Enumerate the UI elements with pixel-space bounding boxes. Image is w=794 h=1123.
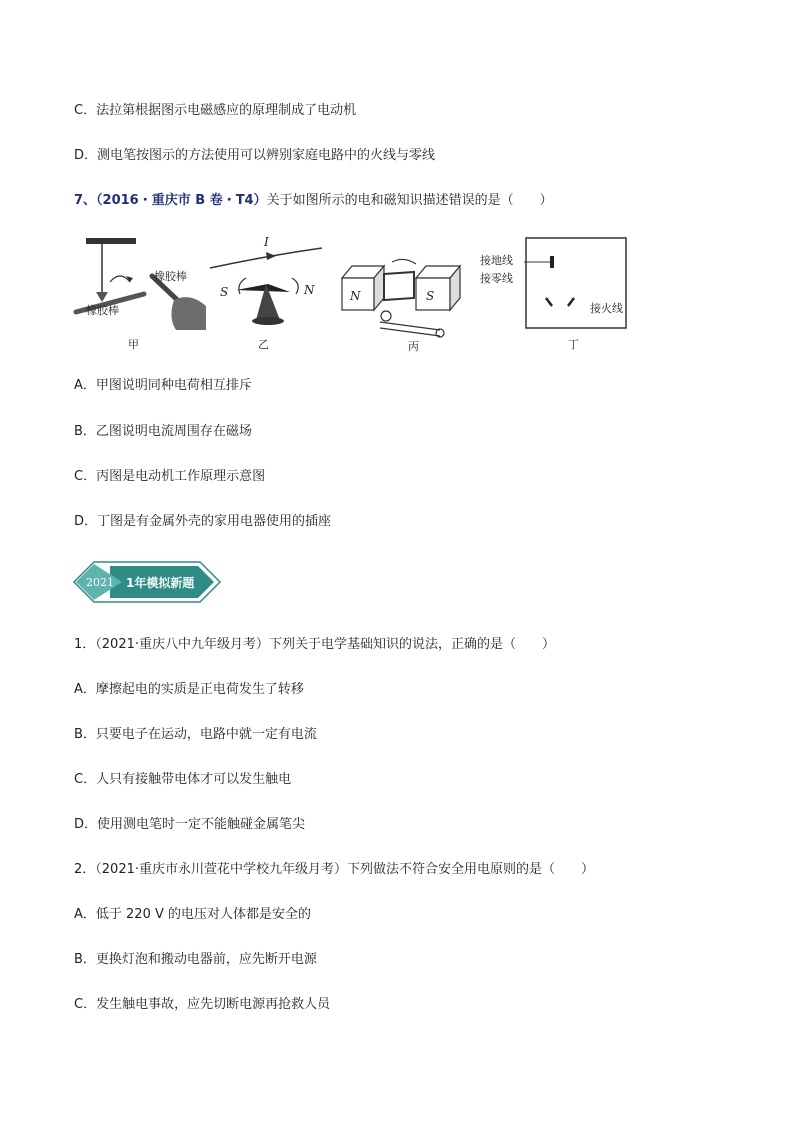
caption-ding: 丁 — [568, 338, 579, 351]
question-1-option-d: D．使用测电笔时一定不能触碰金属笔尖 — [74, 817, 306, 832]
label-pole-n: N — [304, 283, 315, 297]
figure-ding — [478, 236, 632, 332]
question-7-stem — [74, 192, 553, 210]
caption-jia: 甲 — [128, 338, 139, 351]
question-1-option-b: B．只要电子在运动，电路中就一定有电流 — [74, 727, 317, 742]
slip-ring — [381, 311, 391, 321]
banner-title: 1年模拟新题 — [126, 576, 195, 590]
current-wire — [210, 248, 322, 268]
label-rubber-rod-1: 橡胶棒 — [86, 304, 119, 317]
figure-jia — [72, 234, 212, 334]
caption-yi: 乙 — [258, 338, 269, 351]
question-7-option-c: C．丙图是电动机工作原理示意图 — [74, 469, 266, 484]
ground-hole — [550, 256, 554, 268]
label-live-wire: 接火线 — [590, 302, 623, 315]
deflection-arrow-right — [292, 278, 298, 294]
compass-needle — [236, 284, 290, 292]
coil — [384, 272, 414, 300]
label-pole-s: S — [220, 285, 229, 299]
section-banner — [72, 560, 232, 604]
figure-bing — [340, 258, 470, 340]
banner-year: 2021 — [86, 576, 114, 589]
label-current-i: I — [264, 235, 269, 249]
rotation-arrow — [392, 259, 416, 264]
question-7-text: 关于如图所示的电和磁知识描述错误的是（ ） — [266, 193, 553, 208]
label-ground-wire: 接地线 — [480, 254, 513, 267]
deflection-arrow-left — [239, 278, 246, 294]
label-magnet-s: S — [426, 289, 435, 303]
option-d-prev: D．测电笔按图示的方法使用可以辨别家庭电路中的火线与零线 — [74, 148, 436, 163]
label-magnet-n: N — [350, 289, 361, 303]
label-neutral-wire: 接零线 — [480, 272, 513, 285]
question-7-option-a: A．甲图说明同种电荷相互排斥 — [74, 378, 252, 393]
option-c-prev: C．法拉第根据图示电磁感应的原理制成了电动机 — [74, 103, 357, 118]
hand-icon — [171, 297, 206, 330]
question-2-option-c: C．发生触电事故，应先切断电源再抢救人员 — [74, 997, 331, 1012]
question-7-source: （2016・重庆市 B 卷・T4） — [96, 193, 267, 208]
question-1-option-a: A．摩擦起电的实质是正电荷发生了转移 — [74, 682, 304, 697]
current-arrow — [266, 252, 276, 260]
label-rubber-rod-2: 橡胶棒 — [154, 270, 187, 283]
question-7-number: 7、 — [74, 193, 97, 208]
question-2-option-b: B．更换灯泡和搬动电器前，应先断开电源 — [74, 952, 317, 967]
stirrup-holder — [96, 292, 108, 302]
question-2-option-a: A．低于 220 V 的电压对人体都是安全的 — [74, 907, 311, 922]
ceiling-mount — [86, 238, 136, 244]
caption-bing: 丙 — [408, 340, 419, 353]
stand-base — [252, 317, 284, 325]
question-1-option-c: C．人只有接触带电体才可以发生触电 — [74, 772, 292, 787]
question-7-option-b: B．乙图说明电流周围存在磁场 — [74, 424, 252, 439]
figure-yi — [206, 232, 326, 332]
question-2-stem: 2．（2021·重庆市永川萱花中学校九年级月考）下列做法不符合安全用电原则的是（ ） — [74, 862, 594, 877]
question-1-stem: 1．（2021·重庆八中九年级月考）下列关于电学基础知识的说法，正确的是（ ） — [74, 637, 555, 652]
question-7-option-d: D．丁图是有金属外壳的家用电器使用的插座 — [74, 514, 332, 529]
